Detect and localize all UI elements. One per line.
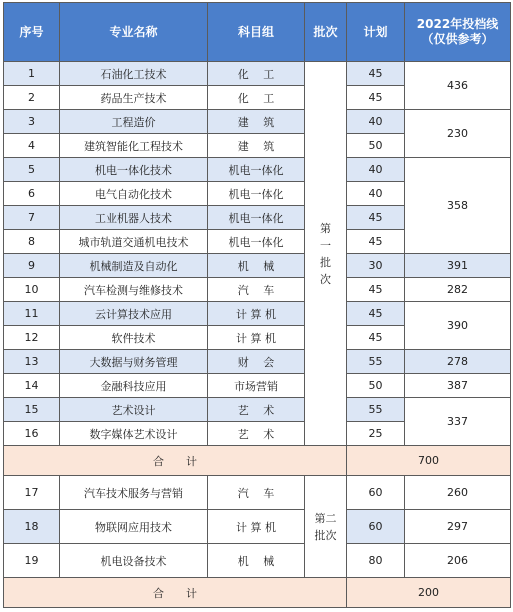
- header-batch: 批次: [305, 3, 347, 62]
- row-score: 278: [405, 350, 511, 374]
- row-subject: 计 算 机: [208, 510, 305, 544]
- row-plan: 45: [347, 86, 405, 110]
- row-plan: 40: [347, 158, 405, 182]
- table-row: [4, 302, 511, 326]
- table-row: [4, 278, 511, 302]
- row-subject: 市场营销: [208, 374, 305, 398]
- row-no: 11: [4, 302, 60, 326]
- row-subject: 化 工: [208, 62, 305, 86]
- row-major: 机电设备技术: [60, 544, 208, 578]
- row-plan: 40: [347, 182, 405, 206]
- row-plan: 45: [347, 206, 405, 230]
- batch1-label: 第 一 批 次: [305, 62, 347, 446]
- row-major: 物联网应用技术: [60, 510, 208, 544]
- header-no: 序号: [4, 3, 60, 62]
- table-row: [4, 374, 511, 398]
- row-no: 7: [4, 206, 60, 230]
- admission-plan-table: [3, 2, 511, 608]
- row-subject: 化 工: [208, 86, 305, 110]
- row-score: 390: [405, 302, 511, 350]
- row-no: 18: [4, 510, 60, 544]
- table-row: [4, 62, 511, 86]
- batch2-label: 第二 批次: [305, 476, 347, 578]
- total-label: 合 计: [4, 578, 347, 608]
- row-no: 10: [4, 278, 60, 302]
- row-no: 1: [4, 62, 60, 86]
- row-subject: 汽 车: [208, 476, 305, 510]
- row-major: 软件技术: [60, 326, 208, 350]
- row-subject: 艺 术: [208, 422, 305, 446]
- row-major: 金融科技应用: [60, 374, 208, 398]
- row-subject: 计 算 机: [208, 326, 305, 350]
- header-row: [4, 3, 511, 62]
- row-major: 艺术设计: [60, 398, 208, 422]
- row-subject: 汽 车: [208, 278, 305, 302]
- row-major: 汽车检测与维修技术: [60, 278, 208, 302]
- row-plan: 50: [347, 374, 405, 398]
- row-major: 汽车技术服务与营销: [60, 476, 208, 510]
- row-plan: 60: [347, 510, 405, 544]
- row-no: 8: [4, 230, 60, 254]
- header-score-line2: （仅供参考）: [421, 32, 494, 46]
- row-major: 大数据与财务管理: [60, 350, 208, 374]
- row-score: 391: [405, 254, 511, 278]
- row-subject: 机电一体化: [208, 206, 305, 230]
- row-subject: 财 会: [208, 350, 305, 374]
- row-plan: 50: [347, 134, 405, 158]
- row-no: 13: [4, 350, 60, 374]
- row-major: 建筑智能化工程技术: [60, 134, 208, 158]
- row-major: 数字媒体艺术设计: [60, 422, 208, 446]
- row-plan: 60: [347, 476, 405, 510]
- table-row: [4, 254, 511, 278]
- row-no: 12: [4, 326, 60, 350]
- row-major: 机械制造及自动化: [60, 254, 208, 278]
- row-major: 云计算技术应用: [60, 302, 208, 326]
- row-no: 5: [4, 158, 60, 182]
- row-score: 230: [405, 110, 511, 158]
- row-score: 260: [405, 476, 511, 510]
- total-label: 合 计: [4, 446, 347, 476]
- row-plan: 45: [347, 62, 405, 86]
- row-score: 297: [405, 510, 511, 544]
- row-subject: 机电一体化: [208, 230, 305, 254]
- table-row: [4, 510, 511, 544]
- total-value: 200: [347, 578, 511, 608]
- row-plan: 30: [347, 254, 405, 278]
- batch1-total-row: [4, 446, 511, 476]
- header-score-line1: 2022年投档线: [416, 17, 499, 31]
- row-plan: 80: [347, 544, 405, 578]
- row-major: 电气自动化技术: [60, 182, 208, 206]
- header-plan: 计划: [347, 3, 405, 62]
- table-row: [4, 476, 511, 510]
- row-no: 6: [4, 182, 60, 206]
- row-major: 工程造价: [60, 110, 208, 134]
- row-no: 14: [4, 374, 60, 398]
- row-plan: 55: [347, 398, 405, 422]
- row-subject: 建 筑: [208, 110, 305, 134]
- row-no: 17: [4, 476, 60, 510]
- table-row: [4, 350, 511, 374]
- row-major: 石油化工技术: [60, 62, 208, 86]
- header-subject: 科目组: [208, 3, 305, 62]
- row-major: 药品生产技术: [60, 86, 208, 110]
- row-major: 城市轨道交通机电技术: [60, 230, 208, 254]
- table-row: [4, 110, 511, 134]
- row-subject: 机 械: [208, 254, 305, 278]
- row-no: 4: [4, 134, 60, 158]
- row-subject: 机 械: [208, 544, 305, 578]
- row-score: 206: [405, 544, 511, 578]
- row-no: 2: [4, 86, 60, 110]
- row-subject: 艺 术: [208, 398, 305, 422]
- row-plan: 55: [347, 350, 405, 374]
- row-score: 387: [405, 374, 511, 398]
- row-no: 9: [4, 254, 60, 278]
- row-subject: 建 筑: [208, 134, 305, 158]
- row-major: 机电一体化技术: [60, 158, 208, 182]
- row-score: 337: [405, 398, 511, 446]
- header-score: [405, 3, 511, 62]
- row-no: 19: [4, 544, 60, 578]
- row-no: 3: [4, 110, 60, 134]
- row-no: 15: [4, 398, 60, 422]
- total-value: 700: [347, 446, 511, 476]
- row-plan: 45: [347, 230, 405, 254]
- row-no: 16: [4, 422, 60, 446]
- row-score: 282: [405, 278, 511, 302]
- table-row: [4, 398, 511, 422]
- row-score: 436: [405, 62, 511, 110]
- row-plan: 25: [347, 422, 405, 446]
- row-plan: 45: [347, 302, 405, 326]
- header-major: 专业名称: [60, 3, 208, 62]
- row-plan: 40: [347, 110, 405, 134]
- row-subject: 机电一体化: [208, 182, 305, 206]
- row-plan: 45: [347, 278, 405, 302]
- table-row: [4, 158, 511, 182]
- row-plan: 45: [347, 326, 405, 350]
- table-row: [4, 544, 511, 578]
- row-major: 工业机器人技术: [60, 206, 208, 230]
- row-score: 358: [405, 158, 511, 254]
- batch2-total-row: [4, 578, 511, 608]
- row-subject: 计 算 机: [208, 302, 305, 326]
- row-subject: 机电一体化: [208, 158, 305, 182]
